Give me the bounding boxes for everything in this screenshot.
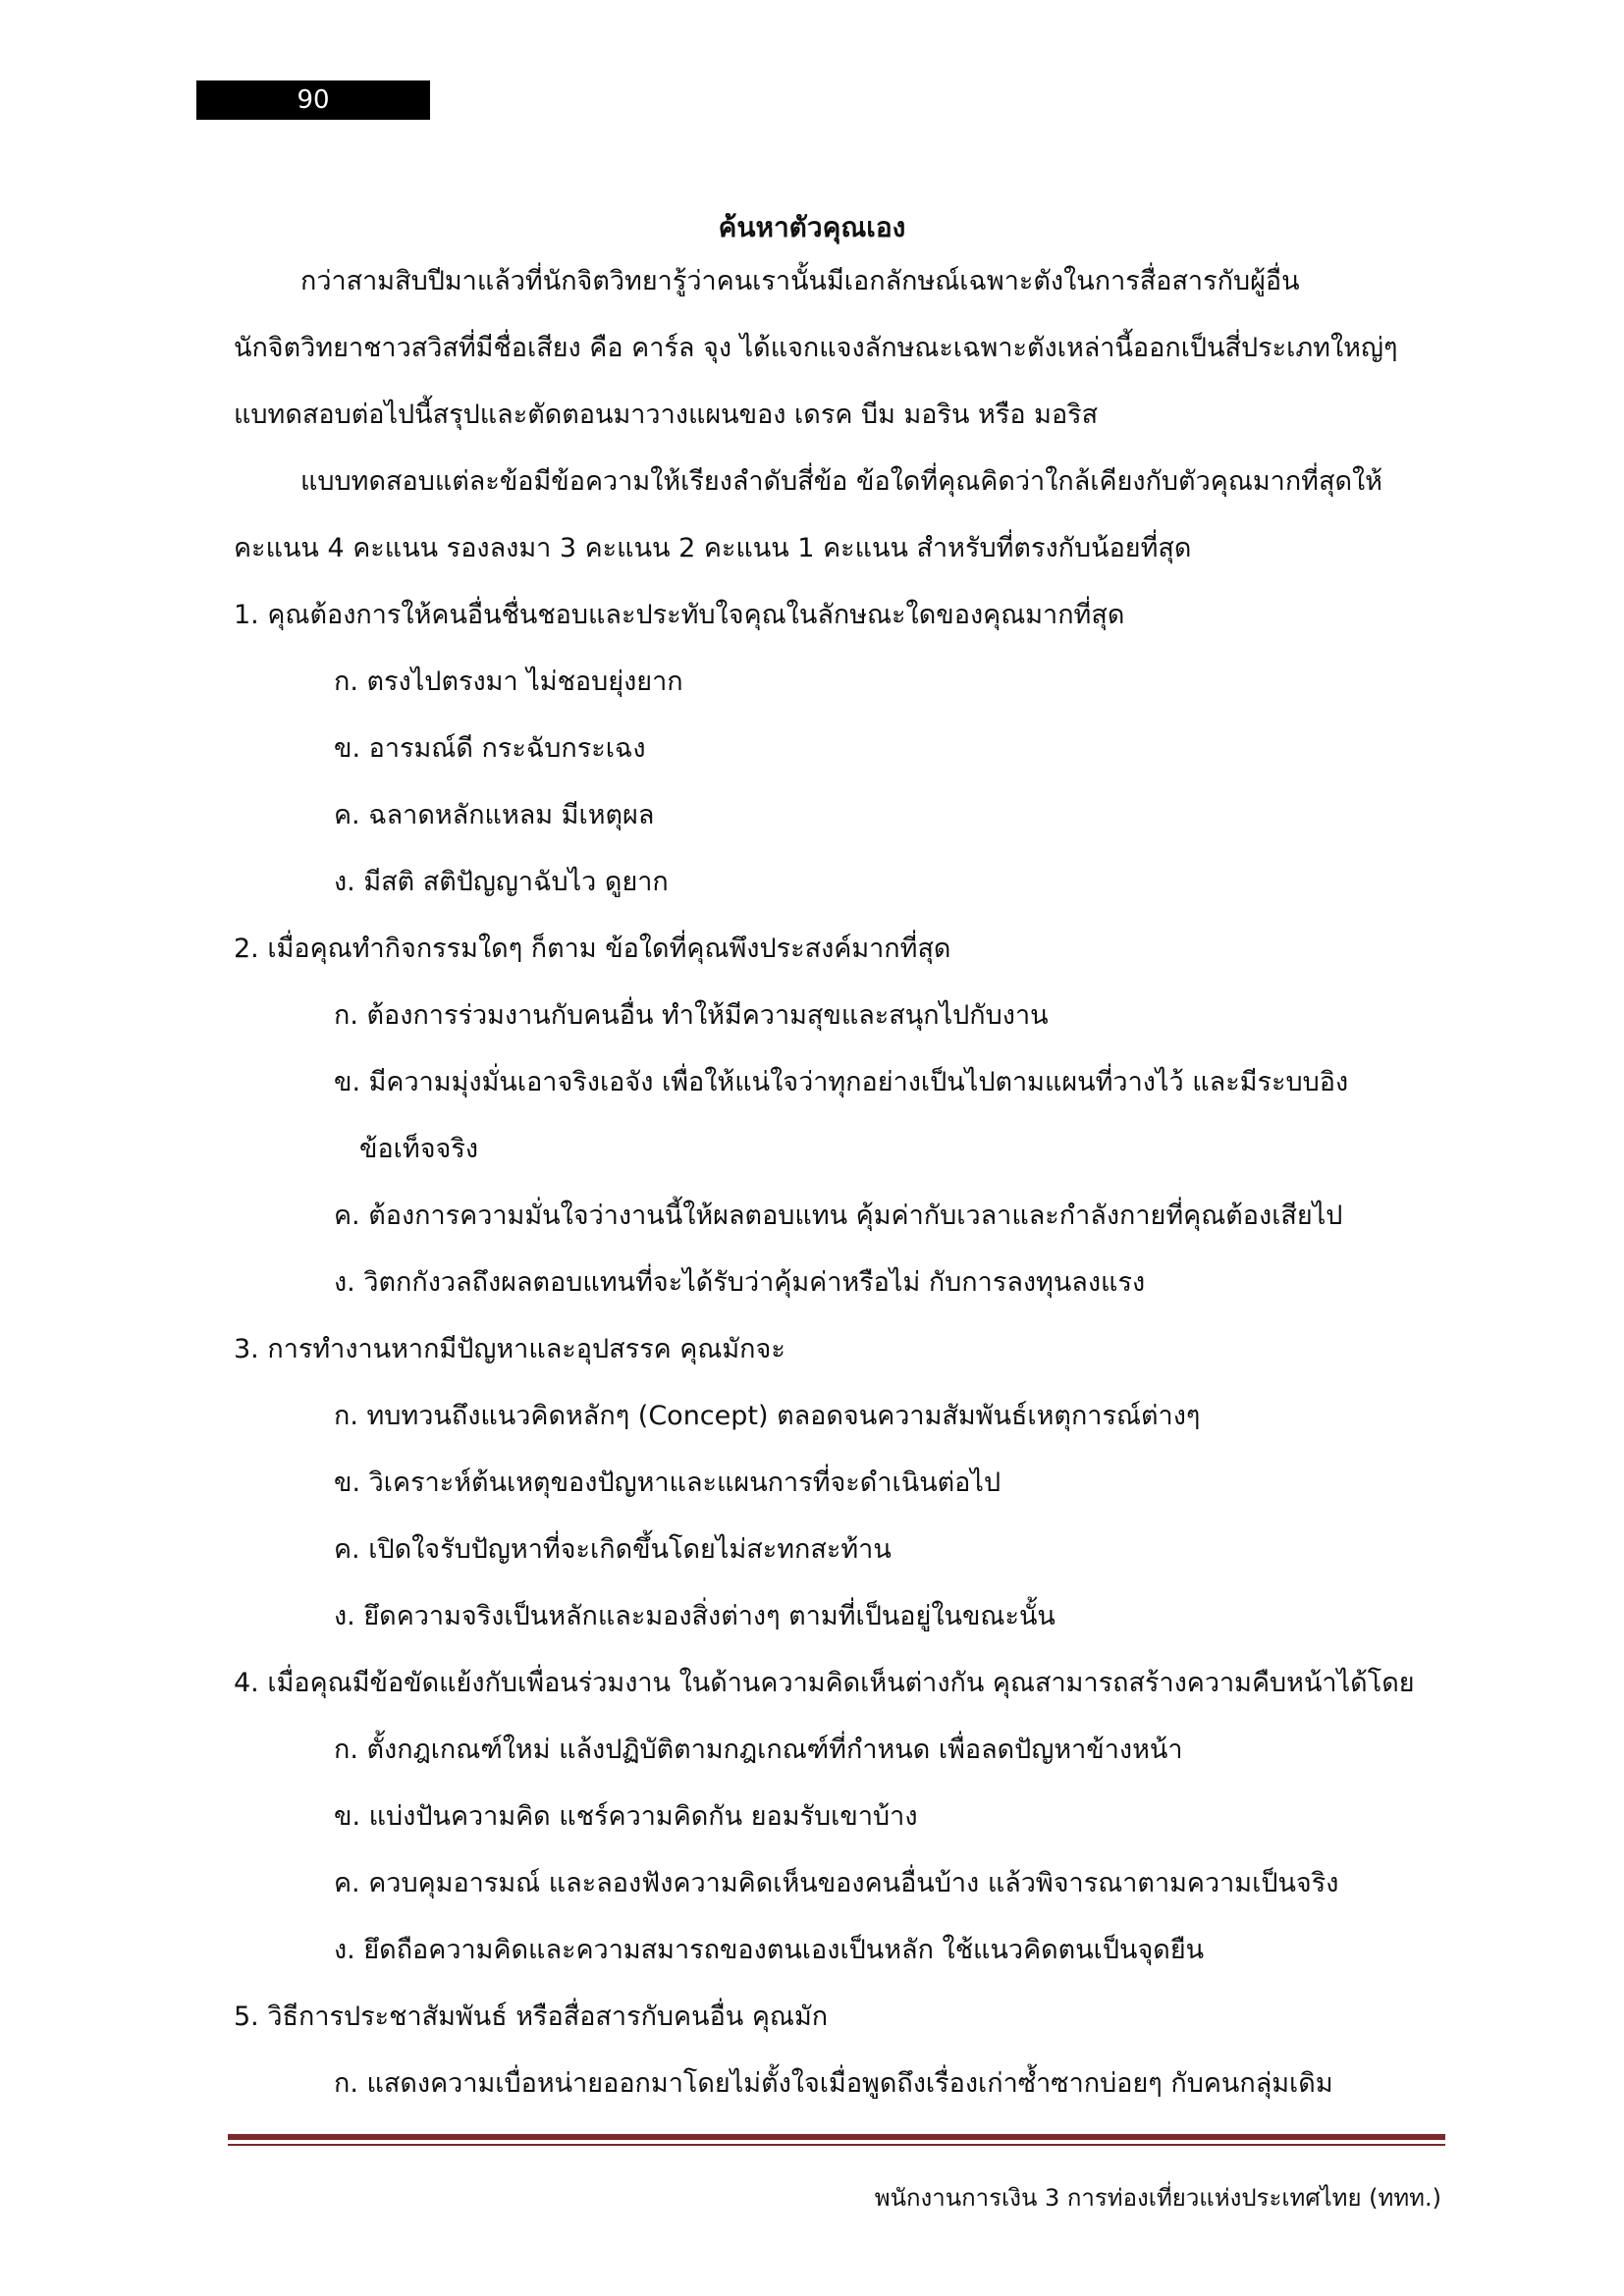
- option-5-a: ก. แสดงความเบื่อหน่ายออกมาโดยไม่ตั้งใจเมื่อพูดถึงเรื่องเก่าซ้ำซากบ่อยๆ กับคนกลุ่มเดิม: [334, 2068, 1333, 2099]
- option-1-b: ข. อารมณ์ดี กระฉับกระเฉง: [334, 733, 646, 764]
- option-1-d: ง. มีสติ สติปัญญาฉับไว ดูยาก: [334, 867, 669, 897]
- option-2-a: ก. ต้องการร่วมงานกับคนอื่น ทำให้มีความสุขและสนุกไปกับงาน: [334, 1000, 1049, 1031]
- question-5: 5. วิธีการประชาสัมพันธ์ หรือสื่อสารกับคนอื่น คุณมัก: [234, 2002, 829, 2032]
- option-3-c: ค. เปิดใจรับปัญหาที่จะเกิดขึ้นโดยไม่สะทกสะท้าน: [334, 1534, 892, 1565]
- footer-rule: [228, 2134, 1445, 2140]
- intro-line: แบทดสอบต่อไปนี้สรุปและตัดตอนมาวางแผนของ เดรค บีม มอริน หรือ มอริส: [234, 400, 1099, 430]
- option-2-b: ข. มีความมุ่งมั่นเอาจริงเอจัง เพื่อให้แน่ใจว่าทุกอย่างเป็นไปตามแผนที่วางไว้ และมีระบบอิง: [334, 1067, 1349, 1097]
- intro-line: นักจิตวิทยาชาวสวิสที่มีชื่อเสียง คือ คาร์ล จุง ได้แจกแจงลักษณะเฉพาะตังเหล่านี้ออกเป็นสี่ประเภทใหญ่ๆ: [234, 333, 1398, 363]
- option-4-d: ง. ยึดถือความคิดและความสมารถของตนเองเป็นหลัก ใช้แนวคิดตนเป็นจุดยืน: [334, 1935, 1205, 1965]
- question-3: 3. การทำงานหากมีปัญหาและอุปสรรค คุณมักจะ: [234, 1334, 785, 1364]
- option-1-a: ก. ตรงไปตรงมา ไม่ชอบยุ่งยาก: [334, 667, 683, 697]
- option-2-b-continued: ข้อเท็จจริง: [359, 1134, 479, 1164]
- question-4: 4. เมื่อคุณมีข้อขัดแย้งกับเพื่อนร่วมงาน ในด้านความคิดเห็นต่างกัน คุณสามารถสร้างความคืบหน้าได้โดย: [234, 1668, 1415, 1698]
- intro-line: แบบทดสอบแต่ละข้อมีข้อความให้เรียงลำดับสี่ข้อ ข้อใดที่คุณคิดว่าใกล้เคียงกับตัวคุณมากที่สุดให้: [300, 466, 1382, 497]
- footer-text: พนักงานการเงิน 3 การท่องเที่ยวแห่งประเทศไทย (ททท.): [874, 2184, 1441, 2212]
- question-2: 2. เมื่อคุณทำกิจกรรมใดๆ ก็ตาม ข้อใดที่คุณพึงประสงค์มากที่สุด: [234, 934, 951, 964]
- option-4-c: ค. ควบคุมอารมณ์ และลองฟังความคิดเห็นของคนอื่นบ้าง แล้วพิจารณาตามความเป็นจริง: [334, 1868, 1339, 1898]
- option-3-d: ง. ยึดความจริงเป็นหลักและมองสิ่งต่างๆ ตามที่เป็นอยู่ในขณะนั้น: [334, 1601, 1056, 1631]
- option-4-a: ก. ตั้งกฎเกณฑ์ใหม่ แล้งปฏิบัติตามกฎเกณฑ์ที่กำหนด เพื่อลดปัญหาข้างหน้า: [334, 1735, 1183, 1765]
- question-1: 1. คุณต้องการให้คนอื่นชื่นชอบและประทับใจคุณในลักษณะใดของคุณมากที่สุด: [234, 600, 1125, 630]
- intro-line: กว่าสามสิบปีมาแล้วที่นักจิตวิทยารู้ว่าคนเรานั้นมีเอกลักษณ์เฉพาะตังในการสื่อสารกับผู้อื่น: [300, 266, 1300, 296]
- option-3-a: ก. ทบทวนถึงแนวคิดหลักๆ (Concept) ตลอดจนความสัมพันธ์เหตุการณ์ต่างๆ: [334, 1401, 1201, 1431]
- option-2-d: ง. วิตกกังวลถึงผลตอบแทนที่จะได้รับว่าคุ้มค่าหรือไม่ กับการลงทุนลงแรง: [334, 1267, 1146, 1298]
- option-4-b: ข. แบ่งปันความคิด แชร์ความคิดกัน ยอมรับเขาบ้าง: [334, 1801, 918, 1832]
- option-3-b: ข. วิเคราะห์ต้นเหตุของปัญหาและแผนการที่จะดำเนินต่อไป: [334, 1468, 1001, 1498]
- intro-line: คะแนน 4 คะแนน รองลงมา 3 คะแนน 2 คะแนน 1 คะแนน สำหรับที่ตรงกับน้อยที่สุด: [234, 533, 1192, 563]
- page-title: ค้นหาตัวคุณเอง: [718, 211, 906, 243]
- option-1-c: ค. ฉลาดหลักแหลม มีเหตุผล: [334, 800, 655, 830]
- option-2-c: ค. ต้องการความมั่นใจว่างานนี้ให้ผลตอบแทน คุ้มค่ากับเวลาและกำลังกายที่คุณต้องเสียไป: [334, 1201, 1343, 1231]
- footer-rule-thin: [228, 2144, 1445, 2146]
- page-number: 90: [196, 80, 430, 120]
